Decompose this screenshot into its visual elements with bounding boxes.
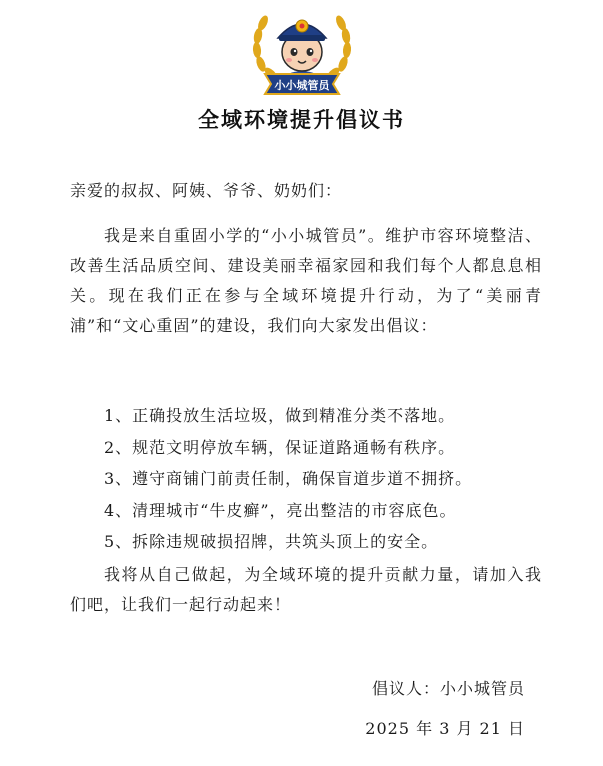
proposal-list [104, 400, 472, 558]
logo-label: 小小城管员 [274, 79, 330, 92]
list-item: 5、拆除违规破损招牌，共筑头顶上的安全。 [104, 532, 439, 551]
page-title: 全域环境提升倡议书 [198, 108, 405, 132]
intro-paragraph: 我是来自重固小学的“小小城管员”。维护市容环境整洁、改善生活品质空间、建设美丽幸福家园和我们每个人都息息相关。现在我们正在参与全域环境提升行动，为了“美丽青浦”和“文心重固”的建设，我们向大家发出倡议： [70, 226, 542, 335]
closing-paragraph: 我将从自己做起，为全域环境的提升贡献力量，请加入我们吧，让我们一起行动起来！ [70, 565, 542, 614]
list-item: 4、清理城市“牛皮癣”，亮出整洁的市容底色。 [104, 500, 457, 520]
laurel-right-icon [325, 14, 352, 82]
list-item: 2、规范文明停放车辆，保证道路通畅有秩序。 [104, 437, 456, 457]
greeting: 亲爱的叔叔、阿姨、爷爷、奶奶们： [70, 181, 343, 200]
list-item: 1、正确投放生活垃圾，做到精准分类不落地。 [104, 406, 456, 425]
list-item: 3、遵守商铺门前责任制，确保盲道步道不拥挤。 [104, 469, 473, 488]
laurel-left-icon [252, 14, 279, 82]
signer: 倡议人：小小城管员 [371, 679, 525, 698]
logo [245, 4, 359, 96]
city-patrol-mascot-icon [245, 4, 359, 96]
date: 2025 年 3 月 21 日 [365, 719, 525, 738]
